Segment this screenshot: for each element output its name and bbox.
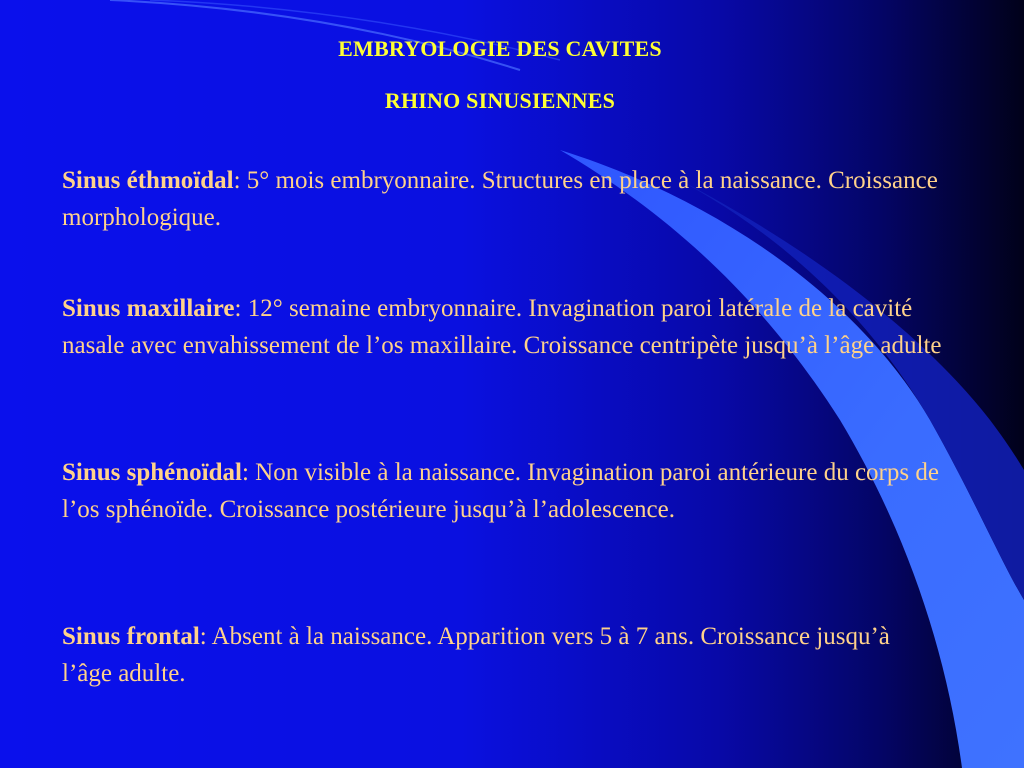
term-sphenoid-sinus: Sinus sphénoïdal <box>62 459 242 486</box>
text-ethmoid-sinus: : 5° mois embryonnaire. Structures en place à la naissance. Croissance morphologique. <box>62 167 938 231</box>
term-frontal-sinus: Sinus frontal <box>62 623 200 650</box>
term-ethmoid-sinus: Sinus éthmoïdal <box>62 167 234 194</box>
paragraph-sphenoid-sinus <box>62 454 942 528</box>
text-maxillary-sinus: : 12° semaine embryonnaire. Invagination paroi latérale de la cavité nasale avec envahissement de l’os maxillaire. Croissance centripète jusqu’à l’âge adulte <box>62 295 942 359</box>
slide-title-line-2: RHINO SINUSIENNES <box>384 88 616 113</box>
text-frontal-sinus: : Absent à la naissance. Apparition vers 5 à 7 ans. Croissance jusqu’à l’âge adulte. <box>62 623 890 687</box>
term-maxillary-sinus: Sinus maxillaire <box>62 295 235 322</box>
paragraph-ethmoid-sinus <box>62 162 942 236</box>
text-sphenoid-sinus: : Non visible à la naissance. Invagination paroi antérieure du corps de l’os sphénoïde. Croissance postérieure jusqu’à l’adolescence. <box>62 459 939 523</box>
paragraph-frontal-sinus <box>62 618 942 692</box>
paragraph-maxillary-sinus <box>62 290 942 364</box>
slide-title-line-1: EMBRYOLOGIE DES CAVITES <box>338 36 662 61</box>
